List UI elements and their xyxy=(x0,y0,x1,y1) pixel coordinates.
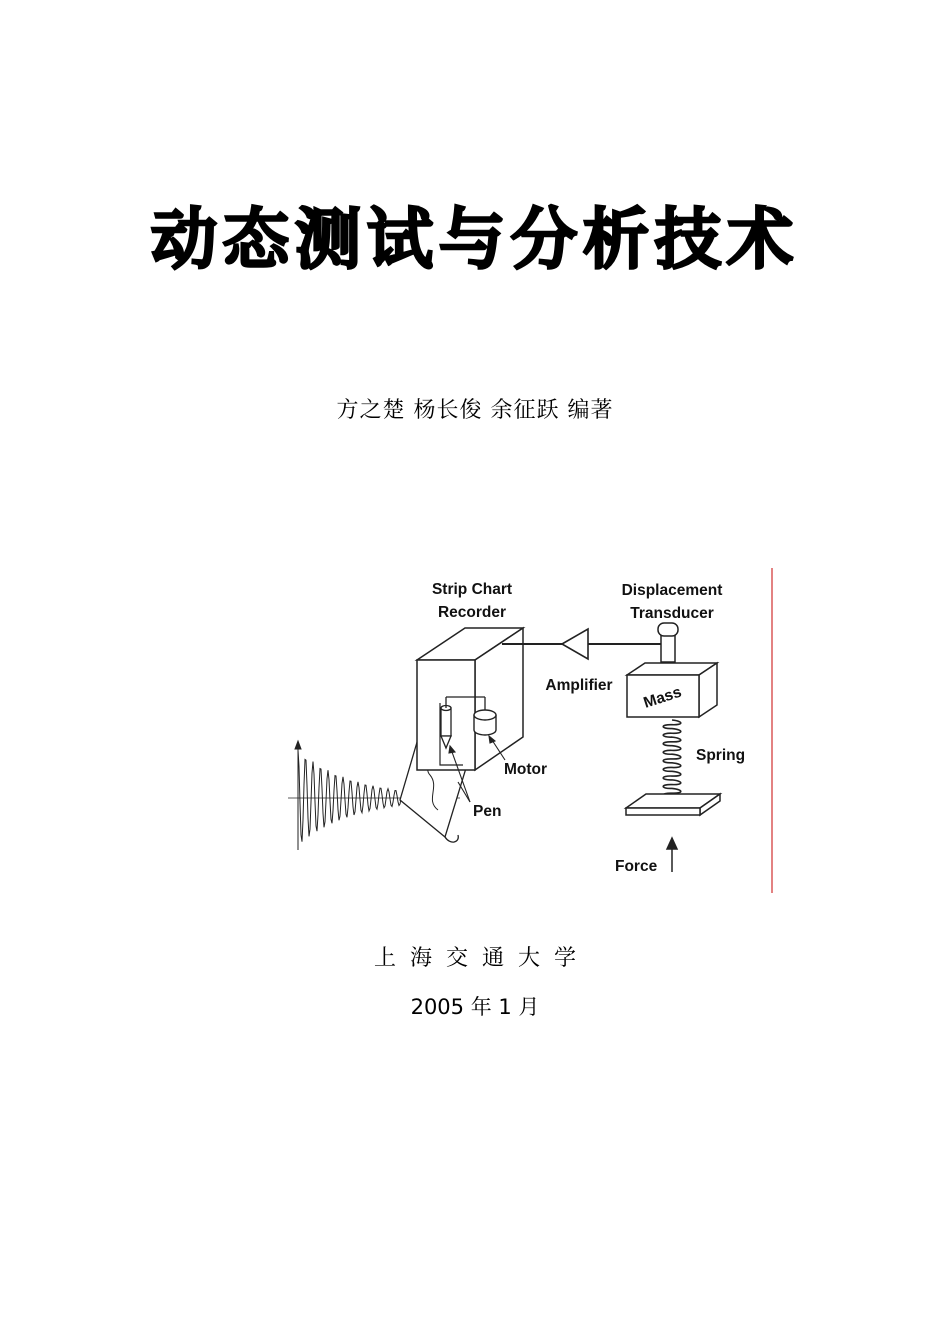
base-plate xyxy=(626,794,720,815)
spring xyxy=(663,720,681,797)
force-arrow xyxy=(667,838,677,872)
amplifier-label: Amplifier xyxy=(545,677,613,694)
pen-label: Pen xyxy=(473,803,502,820)
displacement-transducer xyxy=(658,623,678,662)
strip-chart-label-2: Recorder xyxy=(437,604,507,621)
strip-chart-recorder-box xyxy=(417,628,523,770)
strip-chart-label-1: Strip Chart xyxy=(431,581,513,598)
authors-line: 方之楚 杨长俊 余征跃 编著 xyxy=(336,398,614,423)
spring-label: Spring xyxy=(696,747,746,764)
displacement-label-1: Displacement xyxy=(621,582,723,599)
vibration-measurement-diagram xyxy=(280,565,780,895)
book-title: 动态测试与分析技术 xyxy=(151,201,799,278)
displacement-label-2: Transducer xyxy=(630,605,714,622)
motor-label: Motor xyxy=(504,761,548,778)
motor xyxy=(474,710,496,735)
amplifier-symbol xyxy=(562,629,588,659)
mass-label: Mass xyxy=(641,683,684,712)
publisher: 上海交通大学 xyxy=(373,946,590,971)
publication-date: 2005 年 1 月 xyxy=(410,995,540,1019)
force-label: Force xyxy=(615,858,658,875)
